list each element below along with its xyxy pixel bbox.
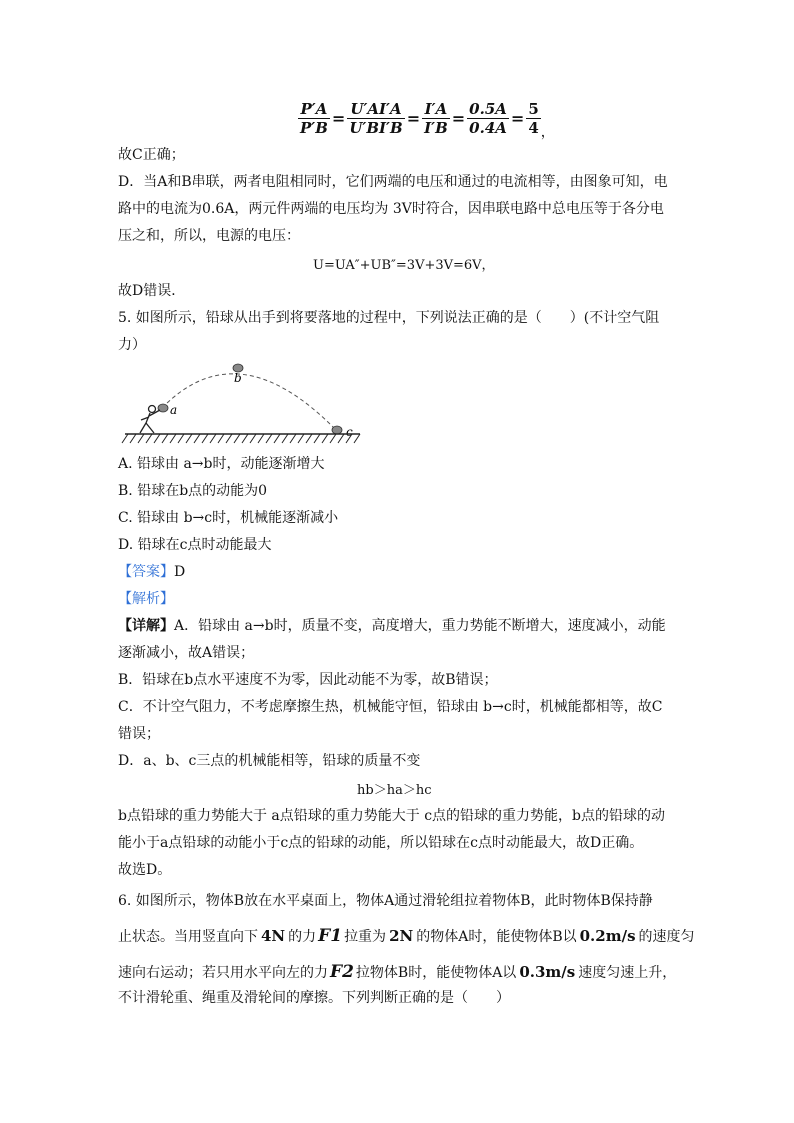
question-6-line-3: 速向右运动；若只用水平向左的力 F2 拉物体B时，能使物体A以 0.3m/s 速度匀速上升， (118, 962, 677, 982)
answer-tag: 【答案】 (118, 564, 174, 580)
text-line: D．a、b、c三点的机械能相等，铅球的质量不变 (118, 753, 421, 769)
question-5-stem: 5. 如图所示，铅球从出手到将要落地的过程中，下列说法正确的是（ ）(不计空气阻 (118, 310, 660, 326)
question-6-stem: 6. 如图所示，物体B放在水平桌面上，物体A通过滑轮组拉着物体B，此时物体B保持静 (118, 893, 653, 909)
trajectory-dashed-curve (162, 374, 336, 430)
force-f2: F2 (330, 962, 354, 982)
ground-hatching (122, 434, 360, 443)
text-line: 能小于a点铅球的动能小于c点的铅球的动能，所以铅球在c点时动能最大，故D正确。 (118, 835, 644, 851)
text-line: b点铅球的重力势能大于 a点铅球的重力势能大于 c点的铅球的重力势能，b点的铅球的动 (118, 808, 666, 824)
text-line: C．不计空气阻力，不考虑摩擦生热，机械能守恒，铅球由 b→c时，机械能都相等，故C (118, 699, 663, 715)
fraction-ui-ratio: $\frac{U'AI'A}{U'BI'B}$ (349, 100, 403, 137)
text-line: B．铅球在b点水平速度不为零，因此动能不为零，故B错误； (118, 672, 498, 688)
voltage-equation: U=UA″+UB″=3V+3V=6V， (313, 258, 495, 273)
label-b: b (234, 371, 242, 385)
text-line: 逐渐减小，故A错误； (118, 645, 255, 661)
shotput-trajectory-figure (120, 360, 365, 445)
option-d: D. 铅球在c点时动能最大 (118, 537, 272, 553)
height-inequality: hb＞ha＞hc (357, 783, 432, 798)
force-f1: F1 (318, 926, 343, 946)
label-a: a (170, 403, 178, 417)
answer-line (118, 562, 185, 582)
question-6-line-4: 不计滑轮重、绳重及滑轮间的摩擦。下列判断正确的是（ ） (118, 990, 510, 1006)
thrower-figure-icon (140, 406, 160, 434)
option-b: B. 铅球在b点的动能为0 (118, 483, 268, 499)
ball-c-icon (332, 426, 342, 434)
text-line: 故C正确； (118, 147, 185, 163)
text-line: 故选D。 (118, 862, 172, 878)
fraction-value-ratio: $\frac{0.5A}{0.4A}$ (469, 100, 507, 137)
text-line: D．当A和B串联，两者电阻相同时，它们两端的电压和通过的电流相等，由图象可知，电 (118, 174, 668, 190)
fraction-power-ratio: $\frac{P'A}{P'B}$ (300, 100, 328, 137)
text-line: 路中的电流为0.6A，两元件两端的电压均为 3V时符合，因串联电路中总电压等于各分电 (118, 201, 664, 217)
detail-tag: 【详解】 (118, 618, 174, 634)
option-c: C. 铅球由 b→c时，机械能逐渐减小 (118, 510, 339, 526)
text-line: 错误； (118, 726, 160, 742)
fraction-result: $\frac{5}{4}$ (528, 100, 539, 137)
analysis-tag: 【解析】 (118, 591, 174, 607)
question-5-stem-cont: 力） (118, 337, 146, 353)
detail-line: 【详解】A．铅球由 a→b时，质量不变，高度增大，重力势能不断增大，速度减小，动能 (118, 618, 666, 634)
text-line: 故D错误． (118, 283, 186, 299)
option-a: A. 铅球由 a→b时，动能逐渐增大 (118, 456, 325, 472)
ratio-formula: $\frac{P'A}{P'B}$ = $\frac{U'AI'A}{U'BI'B}$ = $\frac{I'A}{I'B}$ = $\frac{0.5A}{0.4A}$ = $\frac{5}{4}$ ， (300, 100, 555, 141)
text-line: 压之和，所以，电源的电压： (118, 228, 300, 244)
answer-value: D (174, 564, 186, 580)
question-6-line-2: 止状态。当用竖直向下 4N 的力 F1 拉重为 2N 的物体A时，能使物体B以 0.2m/s 的速度匀 (118, 926, 695, 946)
label-c: c (346, 425, 353, 439)
fraction-current-ratio: $\frac{I'A}{I'B}$ (424, 100, 448, 137)
